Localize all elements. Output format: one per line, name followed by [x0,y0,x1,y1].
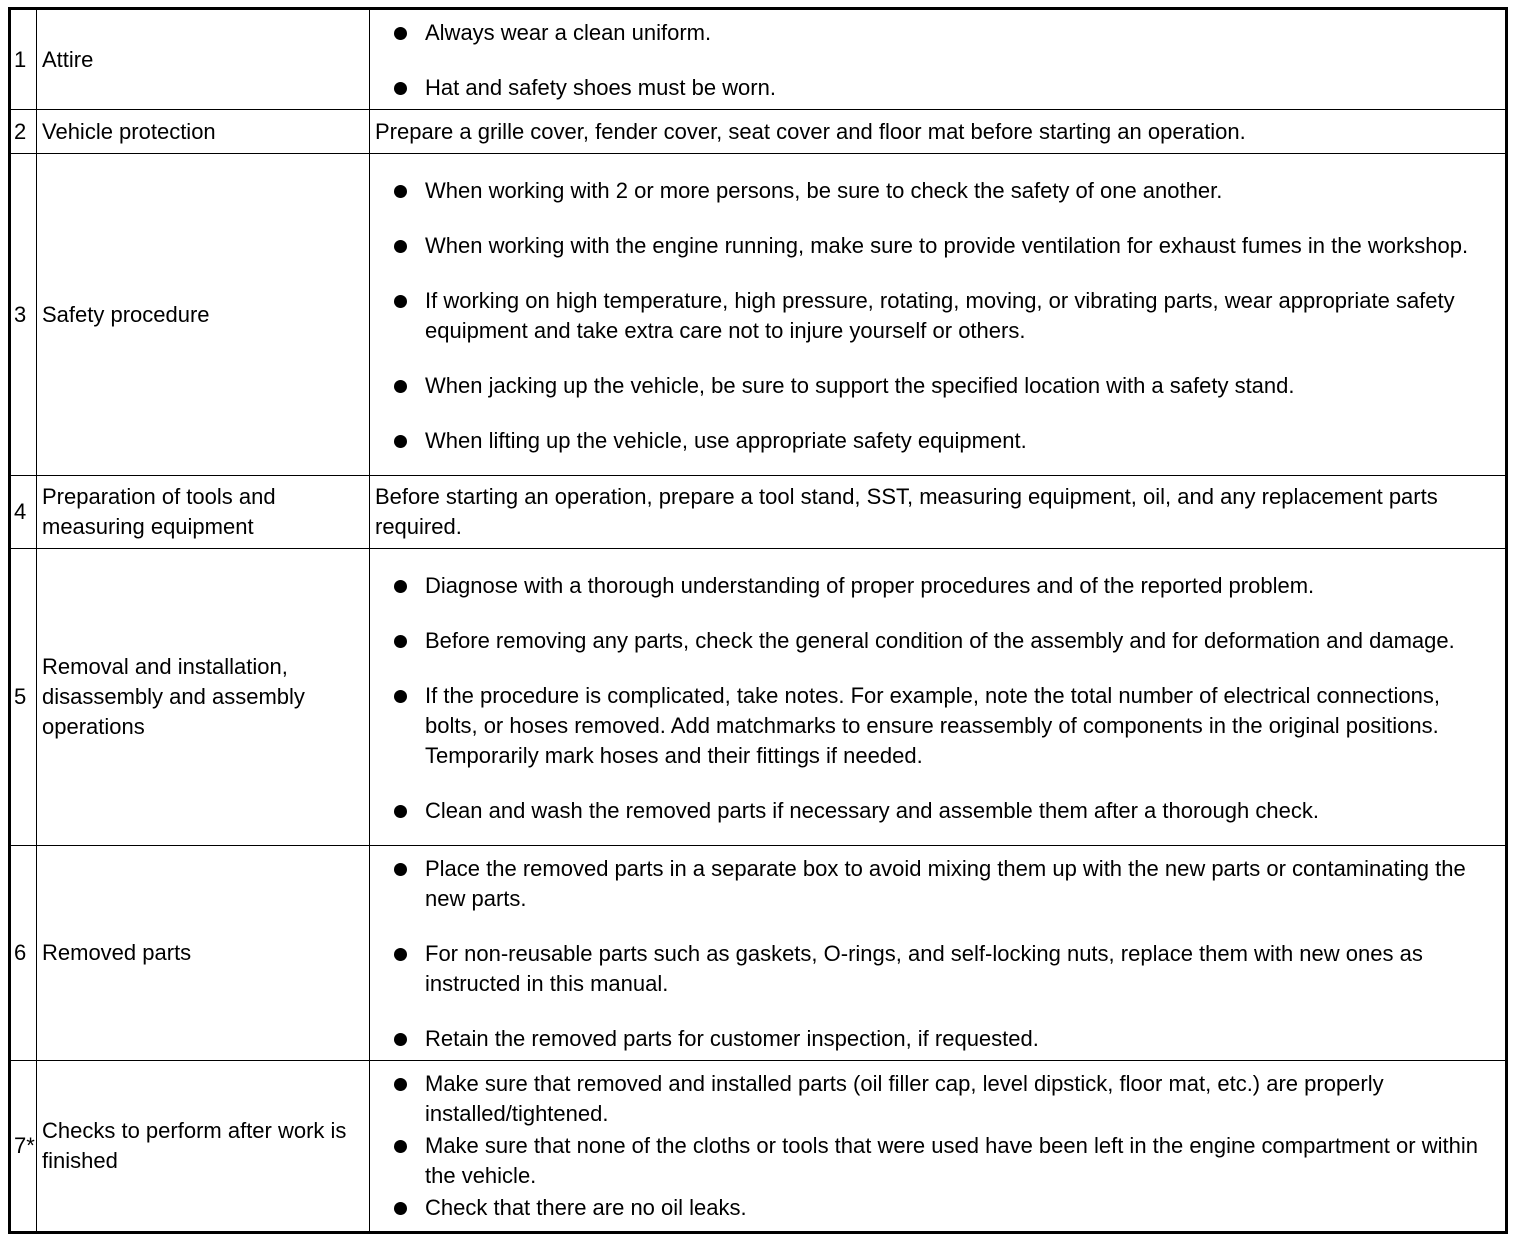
bullet-icon [394,185,407,198]
bullet-icon [394,82,407,95]
bullet-icon [394,27,407,40]
list-item [376,286,1497,346]
bullet-list [376,854,1497,1054]
list-item-text: Always wear a clean uniform. [425,20,712,45]
row-number: 3 [10,154,37,476]
bullet-icon [394,1033,407,1046]
row-label: Removed parts [37,846,370,1061]
list-item [376,426,1497,456]
bullet-list [376,18,1497,103]
row-content-text: Prepare a grille cover, fender cover, seat cover and floor mat before starting an operation. [370,110,1507,154]
list-item [376,1193,1497,1223]
bullet-icon [394,805,407,818]
list-item-text: Diagnose with a thorough understanding of proper procedures and of the reported problem. [425,572,1315,598]
bullet-list [376,571,1497,826]
bullet-icon [394,1202,407,1215]
list-item [376,18,1497,48]
table-row [10,110,1507,154]
list-item [376,1024,1497,1054]
row-label: Removal and installation, disassembly and assembly operations [37,549,370,846]
row-number: 6 [10,846,37,1061]
list-item-text: Before removing any parts, check the general condition of the assembly and for deformation and damage. [425,627,1455,653]
bullet-icon [394,380,407,393]
list-item-text: If the procedure is complicated, take notes. For example, note the total number of electrical connections, bolts, or hoses removed. Add matchmarks to ensure reassembly of components in the original positions. Temporarily mark hoses and their fittings if needed. [425,682,1440,768]
list-item [376,1131,1497,1191]
list-item-text: When jacking up the vehicle, be sure to support the specified location with a safety stand. [425,372,1295,398]
list-item-text: Check that there are no oil leaks. [425,1195,747,1220]
row-content-list [370,846,1507,1061]
list-item-text: When working with the engine running, make sure to provide ventilation for exhaust fumes in the workshop. [425,232,1469,258]
list-item [376,571,1497,601]
bullet-list [376,176,1497,456]
table-row [10,9,1507,110]
list-item [376,854,1497,914]
precautions-table [8,7,1508,1234]
bullet-icon [394,1140,407,1153]
list-item [376,1069,1497,1129]
row-number: 5 [10,549,37,846]
table-row [10,154,1507,476]
list-item-text: Make sure that none of the cloths or tools that were used have been left in the engine compartment or within the vehicle. [425,1133,1478,1188]
bullet-icon [394,435,407,448]
row-content-list [370,154,1507,476]
list-item [376,176,1497,206]
list-item-text: Hat and safety shoes must be worn. [425,75,776,100]
list-item-text: When working with 2 or more persons, be sure to check the safety of one another. [425,177,1223,203]
row-label: Preparation of tools and measuring equipment [37,476,370,549]
table-row [10,1061,1507,1233]
row-label: Attire [37,9,370,110]
row-content-list [370,9,1507,110]
list-item [376,73,1497,103]
list-item-text: Place the removed parts in a separate box to avoid mixing them up with the new parts or contaminating the new parts. [425,856,1466,911]
bullet-icon [394,635,407,648]
bullet-icon [394,1078,407,1091]
list-item [376,371,1497,401]
bullet-list [376,1069,1497,1223]
bullet-icon [394,948,407,961]
bullet-icon [394,240,407,253]
row-label: Checks to perform after work is finished [37,1061,370,1233]
list-item-text: For non-reusable parts such as gaskets, O-rings, and self-locking nuts, replace them with new ones as instructed in this manual. [425,941,1423,996]
bullet-icon [394,580,407,593]
row-number: 7* [10,1061,37,1233]
list-item [376,681,1497,771]
row-label: Safety procedure [37,154,370,476]
list-item [376,939,1497,999]
row-number: 1 [10,9,37,110]
list-item-text: If working on high temperature, high pressure, rotating, moving, or vibrating parts, wear appropriate safety equipment and take extra care not to injure yourself or others. [425,287,1455,343]
list-item-text: Retain the removed parts for customer inspection, if requested. [425,1026,1039,1051]
bullet-icon [394,863,407,876]
bullet-icon [394,690,407,703]
list-item [376,231,1497,261]
bullet-icon [394,295,407,308]
list-item-text: When lifting up the vehicle, use appropriate safety equipment. [425,427,1027,453]
table-row [10,846,1507,1061]
list-item [376,796,1497,826]
table-row [10,476,1507,549]
list-item [376,626,1497,656]
list-item-text: Clean and wash the removed parts if necessary and assemble them after a thorough check. [425,797,1319,823]
list-item-text: Make sure that removed and installed parts (oil filler cap, level dipstick, floor mat, etc.) are properly installed/tightened. [425,1071,1384,1126]
row-label: Vehicle protection [37,110,370,154]
row-content-list [370,1061,1507,1233]
row-number: 2 [10,110,37,154]
row-number: 4 [10,476,37,549]
row-content-text: Before starting an operation, prepare a tool stand, SST, measuring equipment, oil, and any replacement parts required. [370,476,1507,549]
row-content-list [370,549,1507,846]
table-row [10,549,1507,846]
